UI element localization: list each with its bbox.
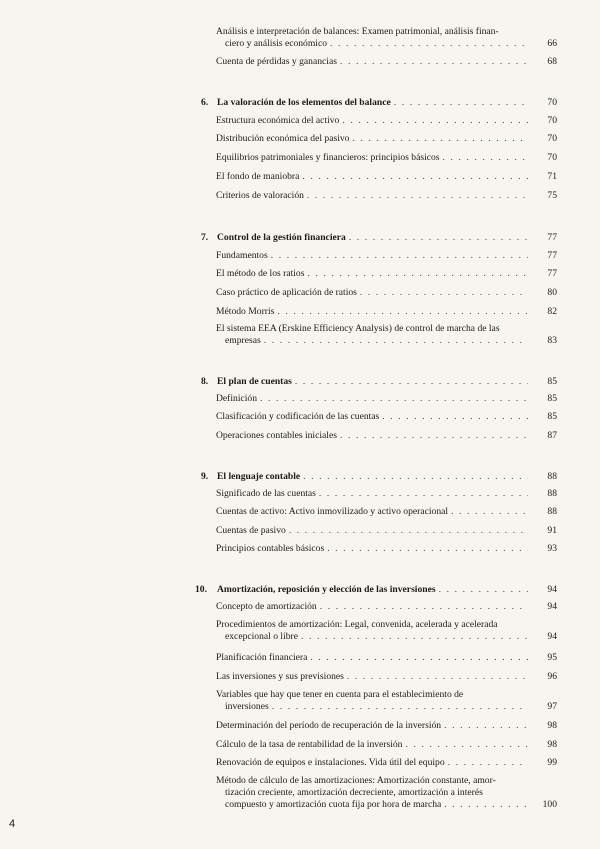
toc-page-number: 88 [547,471,557,482]
dot-leader [451,506,528,518]
toc-entry [216,26,557,50]
dot-leader [342,115,528,127]
toc-entry-text: Clasificación y codificación de las cuentas [216,411,380,422]
dot-leader [394,97,528,109]
toc-chapter-heading [201,232,557,244]
toc-entry [216,652,557,664]
toc-entry [216,250,557,262]
toc-entry-text: ciero y análisis económico [225,38,328,49]
toc-entry-text: El método de los ratios [216,268,305,279]
chapter-title: El plan de cuentas [217,376,292,387]
toc-page-number: 70 [547,115,557,126]
toc-entry-text: Las inversiones y sus previsiones [216,671,344,682]
toc-page-number: 85 [547,411,557,422]
dot-leader [301,631,528,643]
toc-entry-text: Cálculo de la tasa de rentabilidad de la inversión [216,739,403,750]
toc-entry [216,133,557,145]
toc-page-number: 70 [547,97,557,108]
toc-chapter-heading [201,471,557,483]
toc-page-number: 97 [547,701,557,712]
toc-page-number: 77 [547,232,557,243]
dot-leader [443,152,528,164]
toc-entry-text: El fondo de maniobra [216,171,300,182]
toc-entry-text: Equilibrios patrimoniales y financieros: principios básicos [216,152,440,163]
toc-entry [216,671,557,683]
toc-entry [216,306,557,318]
toc-chapter-heading [195,584,557,596]
chapter-title: El lenguaje contable [217,471,301,482]
toc-page-number: 94 [547,584,557,595]
dot-leader [319,488,528,500]
dot-leader [277,306,528,318]
toc-entry-text: Caso práctico de aplicación de ratios [216,287,357,298]
toc-entry-text: Variables que hay que tener en cuenta para el establecimiento de [216,689,464,700]
toc-page-number: 94 [547,601,557,612]
page-folio: 4 [9,818,16,830]
toc-entry-text: compuesto y amortización cuota fija por hora de marcha [225,799,442,810]
toc-entry [216,775,557,811]
toc-entry [216,56,557,68]
dot-leader [439,584,528,596]
toc-entry-text: Cuentas de pasivo [216,525,286,536]
toc-entry [216,601,557,613]
dot-leader [272,701,528,713]
toc-page-number: 100 [542,799,557,810]
toc-page-number: 91 [547,525,557,536]
toc-entry-text: Significado de las cuentas [216,488,316,499]
toc-entry [216,430,557,442]
toc-entry-text: Planificación financiera [216,652,308,663]
dot-leader [310,652,528,664]
toc-entry-text: Procedimientos de amortización: Legal, convenida, acelerada y acelerada [216,619,498,630]
toc-page-number: 93 [547,543,557,554]
toc-entry-text: Análisis e interpretación de balances: Examen patrimonial, análisis finan- [216,26,499,37]
toc-entry-text: empresas [225,335,261,346]
dot-leader [448,757,528,769]
toc-entry-text: Renovación de equipos e instalaciones. Vida útil del equipo [216,757,445,768]
toc-entry [216,689,557,713]
dot-leader [320,601,528,613]
toc-page-number: 88 [547,488,557,499]
dot-leader [347,671,528,683]
toc-entry [216,506,557,518]
toc-entry [216,619,557,643]
toc-entry-text: Fundamentos [216,250,268,261]
toc-entry [216,739,557,751]
toc-entry-text: Método de cálculo de las amortizaciones: Amortización constante, amor- [216,775,496,786]
toc-page-number: 70 [547,152,557,163]
toc-entry-text: Criterios de valoración [216,190,304,201]
toc-entry [216,393,557,405]
dot-leader [327,543,528,555]
toc-page-number: 75 [547,190,557,201]
toc-page-number: 88 [547,506,557,517]
dot-leader [444,720,528,732]
toc-entry-text: excepcional o libre [225,631,298,642]
chapter-number: 8. [201,376,209,387]
toc-page-number: 98 [547,739,557,750]
dot-leader [330,38,528,50]
toc-entry [216,171,557,183]
toc-entry [216,543,557,555]
toc-entry-text: inversiones [225,701,269,712]
toc-page-number: 96 [547,671,557,682]
dot-leader [295,376,528,388]
toc-entry-text: Distribución económica del pasivo [216,133,350,144]
dot-leader [405,739,528,751]
toc-page-number: 77 [547,250,557,261]
toc-page-number: 95 [547,652,557,663]
dot-leader [444,799,528,811]
toc-entry-text: Método Morris [216,306,275,317]
dot-leader [349,232,528,244]
dot-leader [303,471,528,483]
toc-entry [216,287,557,299]
toc-entry [216,525,557,537]
toc-entry-text: tización creciente, amortización decreciente, amortización a interés [225,787,483,798]
toc-entry-text: El sistema EEA (Erskine Efficiency Analysis) de control de marcha de las [216,323,500,334]
toc-page-number: 83 [547,335,557,346]
toc-entry [216,268,557,280]
toc-page-number: 77 [547,268,557,279]
toc-page-number: 99 [547,757,557,768]
chapter-number: 6. [201,97,209,108]
toc-entry-text: Principios contables básicos [216,543,325,554]
toc-entry-text: Cuenta de pérdidas y ganancias [216,56,337,67]
chapter-title: Amortización, reposición y elección de las inversiones [217,584,436,595]
chapter-title: La valoración de los elementos del balance [217,97,391,108]
toc-entry-text: Operaciones contables iniciales [216,430,337,441]
toc-page-number: 80 [547,287,557,298]
toc-chapter-heading [201,376,557,388]
toc-entry-text: Estructura económica del activo [216,115,340,126]
toc-page-number: 70 [547,133,557,144]
toc-entry [216,488,557,500]
toc-chapter-heading [201,97,557,109]
dot-leader [307,268,528,280]
dot-leader [340,56,528,68]
chapter-title: Control de la gestión financiera [217,232,346,243]
toc-entry-text: Definición [216,393,258,404]
dot-leader [352,133,528,145]
toc-entry [216,190,557,202]
dot-leader [302,171,528,183]
toc-page-number: 82 [547,306,557,317]
dot-leader [340,430,528,442]
toc-page-number: 98 [547,720,557,731]
toc-entry [216,720,557,732]
toc-page-number: 85 [547,376,557,387]
dot-leader [264,335,528,347]
toc-entry [216,411,557,423]
toc-entry-text: Cuentas de activo: Activo inmovilizado y activo operacional [216,506,449,517]
chapter-number: 7. [201,232,209,243]
dot-leader [260,393,528,405]
toc-page-number: 71 [547,171,557,182]
toc-entry [216,757,557,769]
toc-page-number: 85 [547,393,557,404]
dot-leader [307,190,528,202]
toc-entry [216,152,557,164]
toc-page-number: 87 [547,430,557,441]
toc-entry [216,323,557,347]
toc-page-number: 94 [547,631,557,642]
toc-entry [216,115,557,127]
chapter-number: 9. [201,471,209,482]
toc-entry-text: Determinación del período de recuperación de la inversión [216,720,442,731]
toc-page-number: 68 [547,56,557,67]
dot-leader [271,250,528,262]
dot-leader [289,525,528,537]
toc-page-number: 66 [547,38,557,49]
chapter-number: 10. [195,584,207,595]
toc-entry-text: Concepto de amortización [216,601,317,612]
dot-leader [360,287,528,299]
dot-leader [382,411,528,423]
